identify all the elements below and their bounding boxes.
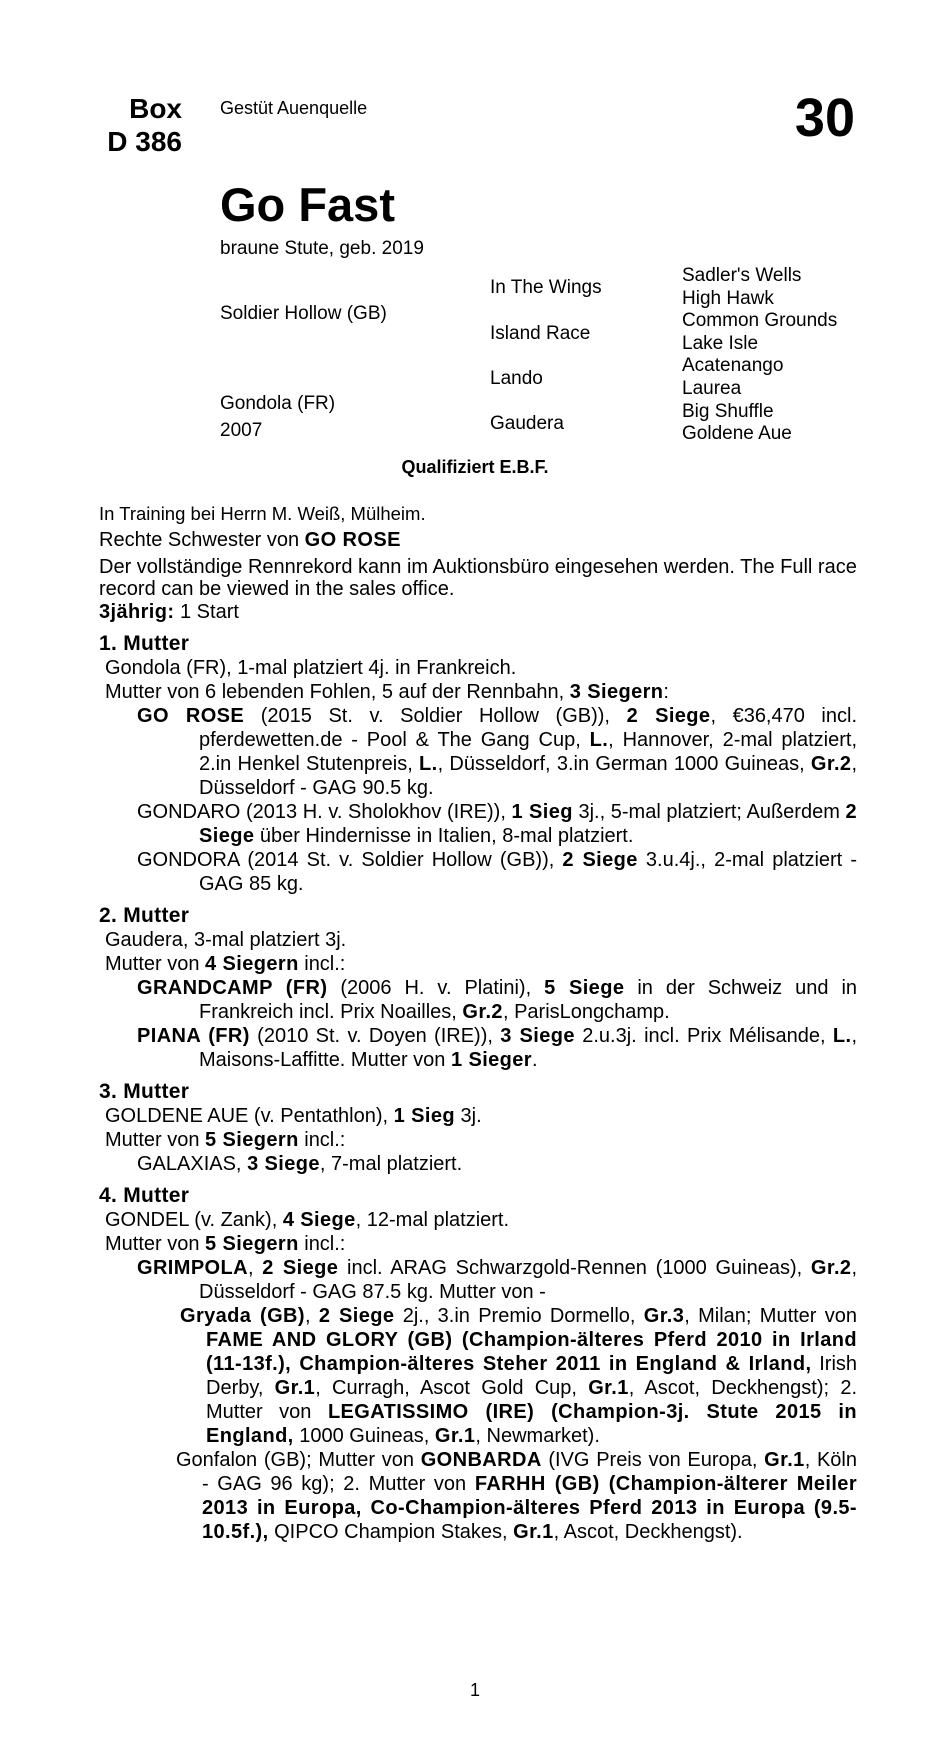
bold-text: 5 Siegern: [205, 1129, 299, 1151]
race-record: [99, 600, 857, 624]
pedigree-gen3-item: Big Shuffle: [682, 400, 774, 422]
bold-text: 5 Siege: [544, 977, 625, 999]
dam-line: Gaudera, 3-mal platziert 3j.: [105, 929, 347, 951]
section-heading: 1. Mutter: [99, 632, 190, 655]
dam-produce-line: [105, 680, 857, 704]
catalogue-body: [99, 502, 857, 1544]
pedigree-dam: Gondola (FR): [220, 393, 336, 414]
progeny-name: Gryada (GB): [180, 1305, 305, 1327]
progeny-entry: [99, 1304, 857, 1448]
text: GONDARO (2013 H. v. Sholokhov (IRE)),: [137, 801, 512, 823]
bold-text: Gr.1: [513, 1521, 554, 1543]
text: :: [663, 681, 669, 703]
bold-text: FARHH (GB) (Champion-älterer Meiler 2013 in Europa, Co-Champion-älteres Pferd 2013 in Europa (9.5-10.5f.),: [202, 1473, 857, 1543]
progeny-entry: [99, 800, 857, 848]
bold-text: Gr.1: [274, 1377, 316, 1399]
bold-text: LEGATISSIMO (IRE) (Champion-3j. Stute 2015 in England,: [206, 1401, 857, 1447]
text: , Ascot, Deckhengst); 2. Mutter von: [206, 1377, 858, 1423]
progeny-name: PIANA (FR): [137, 1025, 250, 1047]
progeny-entry: [99, 1256, 857, 1304]
bold-text: 2 Siege: [199, 801, 857, 847]
bold-text: L.: [419, 753, 438, 775]
section-heading: 3. Mutter: [99, 1080, 190, 1103]
horse-name: Go Fast: [220, 178, 395, 231]
text: GOLDENE AUE (v. Pentathlon),: [105, 1105, 394, 1127]
text: GALAXIAS,: [137, 1153, 248, 1175]
bold-text: GONBARDA: [420, 1449, 542, 1471]
page-number: 1: [469, 1680, 480, 1700]
text: , Köln - GAG 96 kg); 2. Mutter von: [202, 1449, 857, 1495]
pedigree-gen3-item: Laurea: [682, 377, 742, 399]
bold-text: 2 Siege: [318, 1305, 395, 1327]
bold-text: 2 Siege: [262, 1257, 339, 1279]
pedigree-gen3: [682, 265, 837, 446]
text: 1000 Guineas,: [293, 1425, 435, 1447]
pedigree-gen2-item: In The Wings: [490, 277, 602, 298]
progeny-entry: [99, 976, 857, 1024]
pedigree-gen3-item: High Hawk: [682, 287, 774, 309]
bold-text: L.: [589, 729, 609, 751]
bold-text: 1 Sieg: [393, 1105, 455, 1127]
text: (IVG Preis von Europa,: [541, 1449, 765, 1471]
text: Irish Derby,: [206, 1353, 858, 1399]
dam-produce-line: [105, 1232, 857, 1256]
text: ,: [304, 1305, 319, 1327]
bold-text: 5 Siegern: [205, 1233, 299, 1255]
text: , Düsseldorf, 3.in German 1000 Guineas,: [437, 753, 811, 775]
text: , Curragh, Ascot Gold Cup,: [315, 1377, 589, 1399]
bold-text: 2 Siege: [562, 849, 638, 871]
dam-produce-line: [105, 952, 857, 976]
text: incl. ARAG Schwarzgold-Rennen (1000 Guineas),: [338, 1257, 811, 1279]
text: incl.:: [298, 1129, 346, 1151]
text: , ParisLongchamp.: [502, 1001, 670, 1023]
text: Gonfalon (GB); Mutter von: [176, 1449, 421, 1471]
progeny-entry: [95, 1448, 857, 1544]
breeder: Gestüt Auenquelle: [220, 98, 368, 118]
text: incl.:: [298, 953, 346, 975]
section-heading: 2. Mutter: [99, 904, 190, 927]
bold-text: Gr.2: [810, 1257, 852, 1279]
sibling-name: GO ROSE: [304, 529, 401, 551]
text: , 12-mal platziert.: [355, 1209, 510, 1231]
bold-text: 3 Siege: [247, 1153, 320, 1175]
text: GONDORA (2014 St. v. Soldier Hollow (GB)),: [137, 849, 563, 871]
qualification: Qualifiziert E.B.F.: [401, 457, 549, 477]
progeny-name: GRIMPOLA: [137, 1257, 248, 1279]
text: ,: [247, 1257, 263, 1279]
bold-text: L.: [832, 1025, 852, 1047]
text: , Milan; Mutter von: [684, 1305, 858, 1327]
race-record-value: 1 Start: [174, 601, 239, 623]
bold-text: 2 Siege: [626, 705, 711, 727]
bold-text: Gr.1: [588, 1377, 629, 1399]
box-label-text: Box: [129, 93, 182, 124]
dam-line: [105, 1104, 857, 1128]
bold-text: Gr.2: [810, 753, 852, 775]
lot-number: 30: [794, 88, 855, 148]
dam-line: [105, 1208, 857, 1232]
text: , Düsseldorf - GAG 90.5 kg.: [199, 753, 857, 799]
pedigree-gen3-item: Acatenango: [682, 355, 784, 377]
horse-description: braune Stute, geb. 2019: [220, 238, 424, 259]
text: .: [532, 1049, 538, 1071]
text: 3.u.4j., 2-mal platziert - GAG 85 kg.: [199, 849, 857, 895]
text: 2.u.3j. incl. Prix Mélisande,: [574, 1025, 833, 1047]
text: QIPCO Champion Stakes,: [268, 1521, 514, 1543]
training-note: In Training bei Herrn M. Weiß, Mülheim.: [99, 503, 426, 524]
text: , Düsseldorf - GAG 87.5 kg. Mutter von -: [199, 1257, 857, 1303]
bold-text: 3 Siege: [500, 1025, 575, 1047]
dam-line: Gondola (FR), 1-mal platziert 4j. in Frankreich.: [105, 657, 517, 679]
bold-text: Gr.3: [643, 1305, 685, 1327]
text: Mutter von: [105, 1129, 206, 1151]
pedigree-gen3-item: Lake Isle: [682, 332, 759, 354]
text: , 7-mal platziert.: [319, 1153, 463, 1175]
record-note: Der vollständige Rennrekord kann im Auktionsbüro eingesehen werden. The Full race record can be viewed in the sales office.: [99, 556, 857, 600]
progeny-entry: [99, 848, 857, 896]
bold-text: FAME AND GLORY (GB) (Champion-älteres Pferd 2010 in Irland (11-13f.), Champion-älteres Steher 2011 in England & Irland,: [206, 1329, 857, 1375]
text: , Maisons-Laffitte. Mutter von: [199, 1025, 857, 1071]
bold-text: Gr.2: [462, 1001, 503, 1023]
section-heading: 4. Mutter: [99, 1184, 190, 1207]
race-record-label: 3jährig:: [99, 601, 175, 623]
text: (2015 St. v. Soldier Hollow (GB)),: [244, 705, 627, 727]
text: (2010 St. v. Doyen (IRE)),: [249, 1025, 501, 1047]
bold-text: 4 Siege: [282, 1209, 356, 1231]
box-label: [0, 92, 182, 158]
section-third-dam: [99, 1080, 857, 1176]
text: (2006 H. v. Platini),: [327, 977, 545, 999]
progeny-entry: [99, 704, 857, 800]
sibling-prefix: Rechte Schwester von: [99, 529, 305, 551]
text: GONDEL (v. Zank),: [105, 1209, 283, 1231]
pedigree-gen2-item: Gaudera: [490, 413, 564, 434]
bold-text: 3 Siegern: [569, 681, 664, 703]
text: 2j., 3.in Premio Dormello,: [394, 1305, 644, 1327]
pedigree-gen3-item: Common Grounds: [682, 310, 838, 332]
text: Mutter von: [105, 953, 206, 975]
text: Mutter von: [105, 1233, 206, 1255]
progeny-name: GO ROSE: [137, 705, 245, 727]
pedigree-gen2-item: Lando: [490, 368, 543, 389]
bold-text: 4 Siegern: [205, 953, 299, 975]
pedigree-dam-year: 2007: [220, 420, 263, 441]
sibling-note: [99, 528, 857, 552]
pedigree-sire: Soldier Hollow (GB): [220, 303, 387, 324]
section-first-dam: [99, 632, 857, 896]
bold-text: 1 Sieger: [450, 1049, 532, 1071]
pedigree-gen2-item: Island Race: [490, 323, 591, 344]
section-fourth-dam: [99, 1184, 857, 1544]
text: , €36,470 incl. pferdewetten.de - Pool & The Gang Cup,: [199, 705, 857, 751]
section-second-dam: [99, 904, 857, 1072]
pedigree-gen3-item: Sadler's Wells: [682, 265, 802, 286]
text: , Ascot, Deckhengst).: [553, 1521, 743, 1543]
text: 3j., 5-mal platziert; Außerdem: [572, 801, 846, 823]
dam-produce-line: [105, 1128, 857, 1152]
bold-text: Gr.1: [434, 1425, 476, 1447]
progeny-name: GRANDCAMP (FR): [137, 977, 328, 999]
text: in der Schweiz und in Frankreich incl. Prix Noailles,: [199, 977, 858, 1023]
box-code: D 386: [107, 126, 182, 157]
bold-text: 1 Sieg: [511, 801, 573, 823]
text: Mutter von 6 lebenden Fohlen, 5 auf der Rennbahn,: [105, 681, 570, 703]
text: incl.:: [298, 1233, 346, 1255]
pedigree-gen3-item: Goldene Aue: [682, 423, 792, 445]
progeny-entry: [99, 1024, 857, 1072]
text: , Hannover, 2-mal platziert, 2.in Henkel Stutenpreis,: [199, 729, 858, 775]
progeny-entry: [99, 1152, 857, 1176]
text: 3j.: [454, 1105, 482, 1127]
text: , Newmarket).: [475, 1425, 600, 1447]
text: über Hindernisse in Italien, 8-mal platziert.: [254, 825, 634, 847]
bold-text: Gr.1: [764, 1449, 805, 1471]
